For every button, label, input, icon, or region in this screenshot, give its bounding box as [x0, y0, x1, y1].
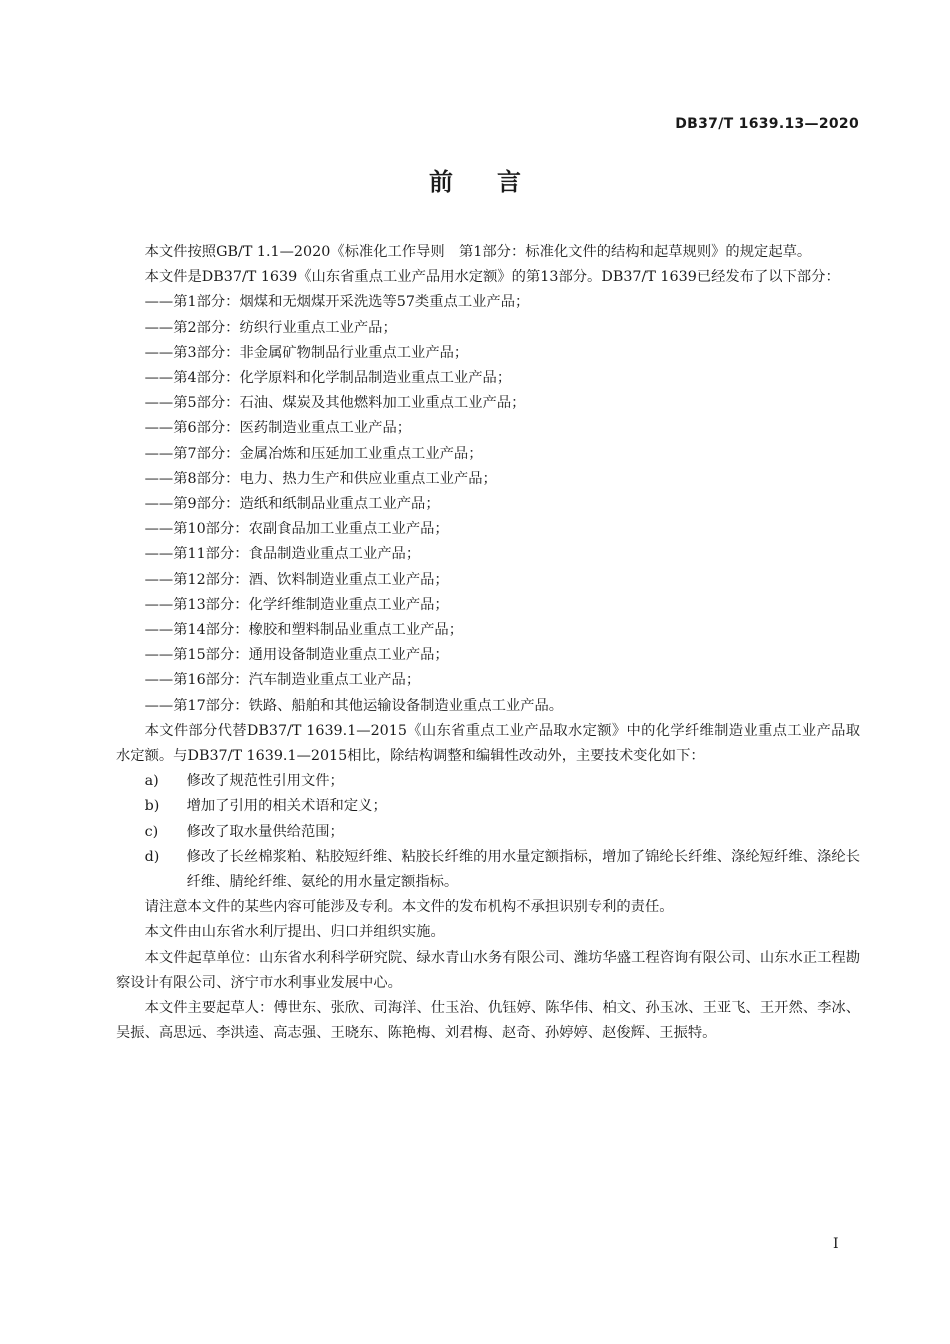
series-paragraph: 本文件是DB37/T 1639《山东省重点工业产品用水定额》的第13部分。DB37/T 1639已经发布了以下部分：	[144, 269, 840, 286]
intro-paragraph: 本文件按照GB/T 1.1—2020《标准化工作导则 第1部分：标准化文件的结构和起草规则》的规定起草。	[144, 244, 812, 260]
foreword-body	[116, 240, 860, 1047]
change-item	[116, 769, 860, 794]
list-item: ——第8部分：电力、热力生产和供应业重点工业产品；	[144, 470, 497, 487]
list-item: ——第9部分：造纸和纸制品业重点工业产品；	[144, 496, 440, 513]
list-item: ——第14部分：橡胶和塑料制品业重点工业产品；	[144, 622, 464, 639]
change-letter: b)	[144, 798, 160, 815]
change-text: 修改了规范性引用文件；	[186, 773, 344, 790]
list-item: ——第5部分：石油、煤炭及其他燃料加工业重点工业产品；	[144, 395, 526, 412]
page-number: I	[833, 1236, 839, 1252]
proposed-by: 本文件由山东省水利厅提出、归口并组织实施。	[144, 924, 445, 941]
replacement-paragraph: 本文件部分代替DB37/T 1639.1—2015《山东省重点工业产品取水定额》中的化学纤维制造业重点工业产品取水定额。与DB37/T 1639.1—2015相比，除结构调整和编辑性改动外，主要技术变化如下：	[116, 722, 860, 765]
list-item: ——第1部分：烟煤和无烟煤开采洗选等57类重点工业产品；	[144, 294, 530, 311]
change-letter: a)	[144, 773, 159, 790]
drafters: 本文件主要起草人：傅世东、张欣、司海洋、仕玉治、仇钰婷、陈华伟、柏文、孙玉冰、王亚飞、王开然、李冰、吴振、高思远、李洪逵、高志强、王晓东、陈艳梅、刘君梅、赵奇、孙婷婷、赵俊辉、王振特。	[116, 1000, 860, 1042]
change-item	[116, 794, 860, 819]
change-item	[116, 820, 860, 845]
document-code: DB37/T 1639.13—2020	[675, 116, 859, 132]
change-text: 增加了引用的相关术语和定义；	[186, 798, 387, 815]
page-title: 前言	[429, 168, 565, 196]
list-item: ——第6部分：医药制造业重点工业产品；	[144, 420, 412, 437]
list-item: ——第15部分：通用设备制造业重点工业产品；	[144, 647, 449, 664]
list-item: ——第11部分：食品制造业重点工业产品；	[144, 546, 421, 563]
list-item: ——第16部分：汽车制造业重点工业产品；	[144, 672, 421, 689]
drafting-units: 本文件起草单位：山东省水利科学研究院、绿水青山水务有限公司、潍坊华盛工程咨询有限公司、山东水正工程勘察设计有限公司、济宁市水利事业发展中心。	[116, 949, 860, 991]
list-item: ——第12部分：酒、饮料制造业重点工业产品；	[144, 571, 449, 588]
change-letter: d)	[144, 848, 160, 865]
list-item: ——第7部分：金属冶炼和压延加工业重点工业产品；	[144, 445, 483, 462]
parts-list	[116, 290, 860, 718]
list-item: ——第2部分：纺织行业重点工业产品；	[144, 319, 397, 336]
list-item: ——第4部分：化学原料和化学制品制造业重点工业产品；	[144, 370, 512, 387]
change-text: 修改了长丝棉浆粕、粘胶短纤维、粘胶长纤维的用水量定额指标，增加了锦纶长纤维、涤纶短纤维、涤纶长纤维、腈纶纤维、氨纶的用水量定额指标。	[186, 848, 860, 891]
change-item	[116, 845, 860, 895]
list-item: ——第3部分：非金属矿物制品行业重点工业产品；	[144, 344, 469, 361]
changes-list	[116, 769, 860, 895]
patent-notice: 请注意本文件的某些内容可能涉及专利。本文件的发布机构不承担识别专利的责任。	[144, 899, 674, 916]
change-letter: c)	[144, 823, 159, 840]
list-item: ——第10部分：农副食品加工业重点工业产品；	[144, 521, 449, 538]
list-item: ——第13部分：化学纤维制造业重点工业产品；	[144, 596, 449, 613]
change-text: 修改了取水量供给范围；	[186, 823, 344, 840]
list-item: ——第17部分：铁路、船舶和其他运输设备制造业重点工业产品。	[144, 697, 564, 714]
